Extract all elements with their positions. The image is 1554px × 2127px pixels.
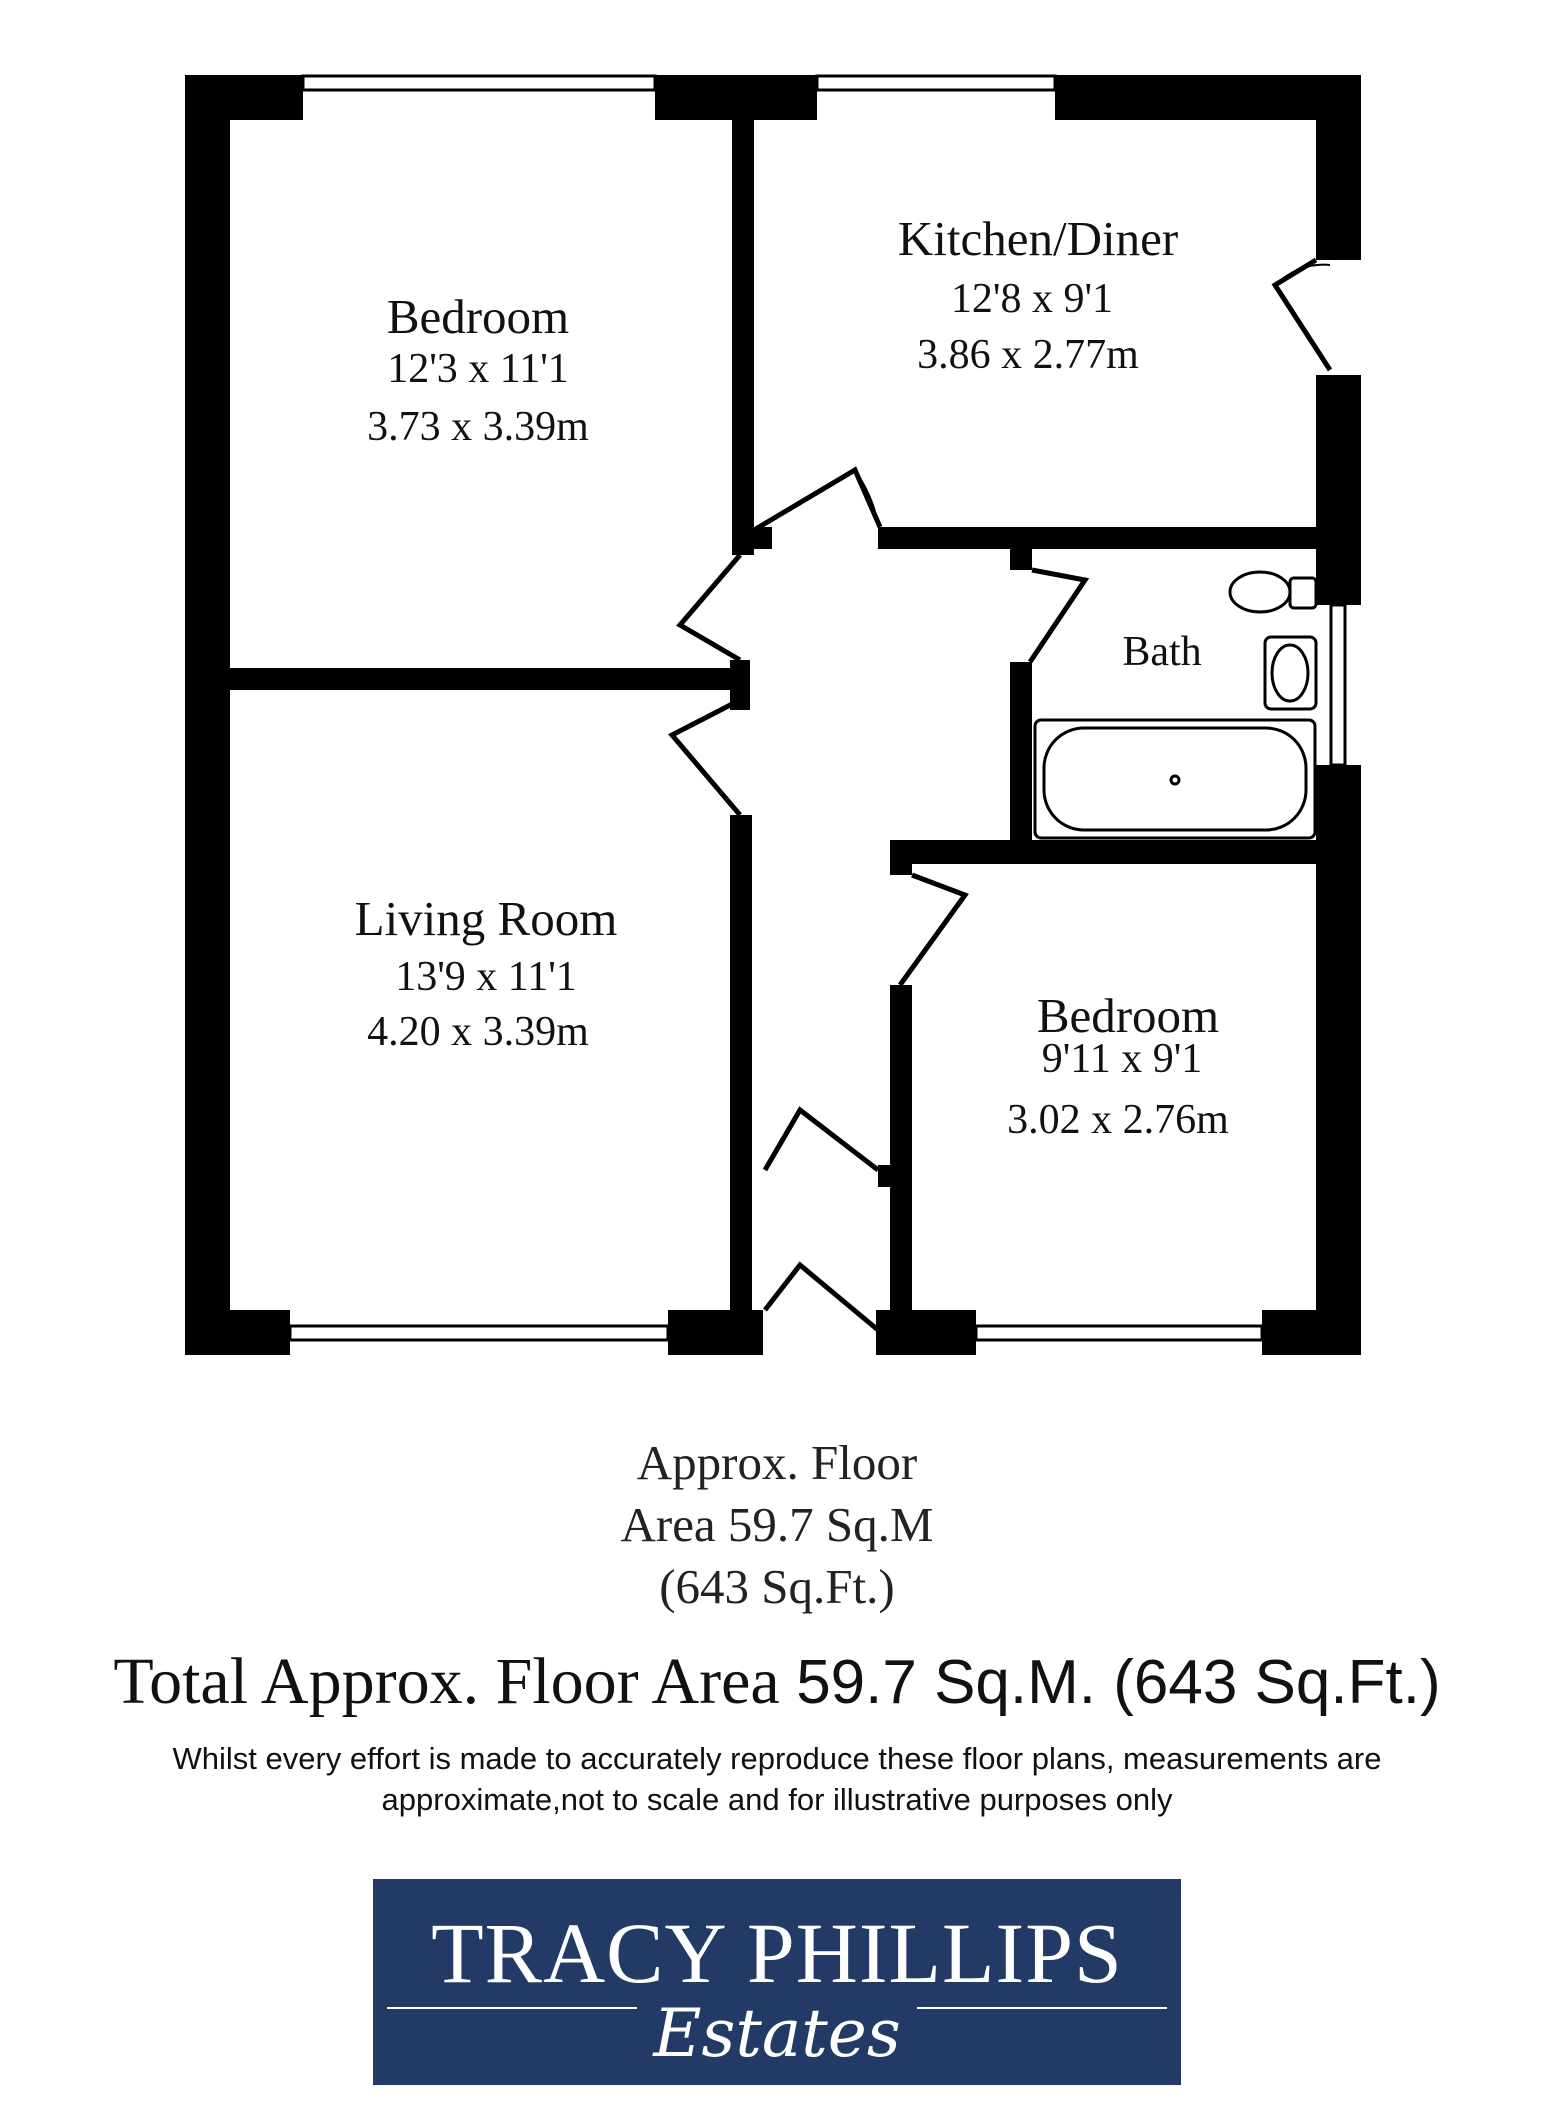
floor-area-line2: Area 59.7 Sq.M xyxy=(620,1497,934,1552)
logo-sub: Estates xyxy=(653,1995,901,2072)
wall-living-right xyxy=(730,815,752,1310)
walls xyxy=(185,75,1361,1355)
wall-top-right xyxy=(1055,75,1361,120)
wall-bottom-right xyxy=(1262,1310,1361,1355)
wall-bedroom2-left xyxy=(890,985,912,1310)
wall-hall-stub-2 xyxy=(730,1180,752,1202)
bedroom2-imperial: 9'11 x 9'1 xyxy=(1041,1036,1203,1082)
toilet-icon xyxy=(1230,572,1290,612)
wall-bath-bottom xyxy=(890,840,1316,864)
wall-bath-bottom-stub xyxy=(890,840,912,875)
wall-hall-stub xyxy=(878,1165,912,1187)
window-bedroom2 xyxy=(976,1326,1262,1340)
wall-bottom-mid xyxy=(668,1310,763,1355)
wall-partition-bedroom-living xyxy=(230,668,750,690)
disclaimer-line2: approximate,not to scale and for illustrative purposes only xyxy=(381,1782,1173,1817)
door-hall-inner xyxy=(765,1110,878,1170)
kitchen-metric: 3.86 x 2.77m xyxy=(917,332,1139,378)
door-living xyxy=(672,700,740,815)
door-bath xyxy=(1030,570,1085,662)
window-kitchen xyxy=(817,76,1055,90)
wall-left xyxy=(185,75,230,1355)
wall-bottom-left xyxy=(185,1310,290,1355)
living-name: Living Room xyxy=(354,891,618,946)
window-bedroom1 xyxy=(303,76,655,90)
door-bedroom2 xyxy=(900,875,965,985)
living-imperial: 13'9 x 11'1 xyxy=(395,954,577,1000)
door-front xyxy=(765,1265,878,1330)
living-metric: 4.20 x 3.39m xyxy=(367,1009,589,1055)
door-kitchen-external xyxy=(1275,260,1330,370)
bedroom2-metric: 3.02 x 2.76m xyxy=(1007,1097,1229,1143)
wall-kitchen-bottom-stub xyxy=(732,527,772,549)
kitchen-name: Kitchen/Diner xyxy=(897,211,1179,266)
total-floor-area xyxy=(0,1644,1554,1720)
bedroom2-name: Bedroom xyxy=(1036,988,1220,1043)
toilet-cistern xyxy=(1290,578,1316,608)
bedroom1-name: Bedroom xyxy=(386,289,570,344)
wall-kitchen-bottom xyxy=(878,527,1316,549)
door-bedroom1 xyxy=(680,555,740,660)
window-bath xyxy=(1331,605,1345,765)
agency-logo xyxy=(373,1879,1181,2085)
disclaimer-line1: Whilst every effort is made to accurately reproduce these floor plans, measurements are xyxy=(172,1741,1382,1776)
floor-area-line1: Approx. Floor xyxy=(636,1435,918,1490)
bath-fixtures xyxy=(1035,572,1316,838)
wall-right-lower xyxy=(1316,765,1361,1355)
wall-bath-left xyxy=(1010,662,1032,840)
window-living xyxy=(290,1326,668,1340)
kitchen-imperial: 12'8 x 9'1 xyxy=(950,276,1114,322)
wall-right-upper xyxy=(1316,75,1361,260)
bedroom1-imperial: 12'3 x 11'1 xyxy=(387,346,569,392)
windows xyxy=(290,76,1345,1340)
wall-right-mid xyxy=(1316,375,1361,605)
wall-top-mid xyxy=(655,75,817,120)
wall-partition-bedroom-kitchen xyxy=(732,120,754,555)
bath-name: Bath xyxy=(1122,629,1202,675)
wall-bottom-hall xyxy=(876,1310,976,1355)
total-value: 59.7 Sq.M. (643 Sq.Ft.) xyxy=(796,1648,1441,1717)
bedroom1-metric: 3.73 x 3.39m xyxy=(367,404,589,450)
logo-brand: TRACY PHILLIPS xyxy=(431,1905,1123,2001)
wall-bath-stub xyxy=(1010,548,1032,570)
total-prefix: Total Approx. Floor Area xyxy=(113,1645,797,1718)
floor-area-line3: (643 Sq.Ft.) xyxy=(659,1559,895,1614)
disclaimer xyxy=(60,1738,1494,1820)
